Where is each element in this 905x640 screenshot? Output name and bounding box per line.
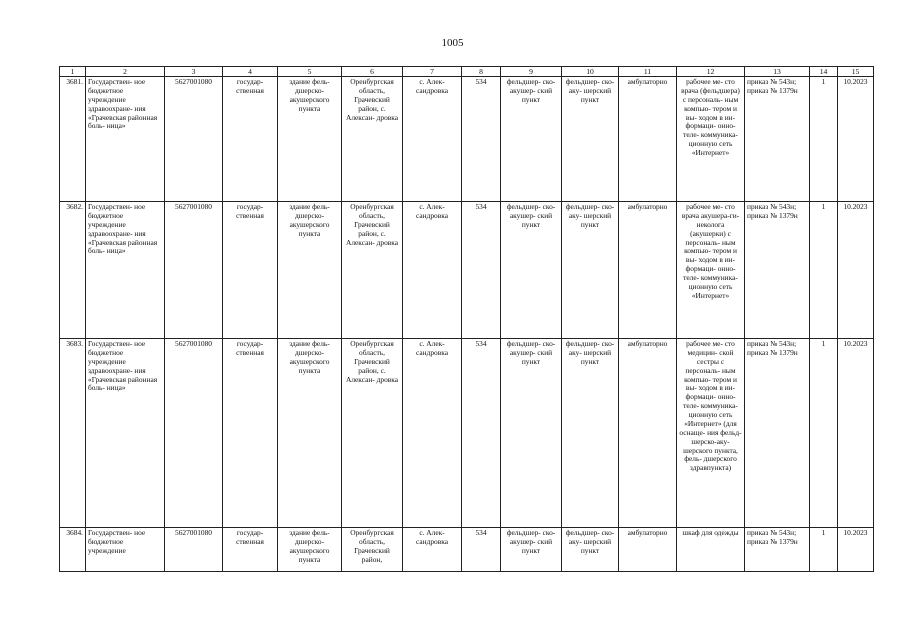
unit-cell: фельдшер- ско-акушер- ский пункт xyxy=(501,202,562,339)
settlement-cell: с. Алек- сандровка xyxy=(403,202,462,339)
org-cell: Государствен- ное бюджетное учреждение здравоохране- ния «Грачевская районная боль- ница» xyxy=(86,77,165,202)
col-header-13: 13 xyxy=(745,67,810,77)
row-number: 3682. xyxy=(60,202,86,339)
inn-cell: 5627001080 xyxy=(165,202,223,339)
date-cell: 10.2023 xyxy=(838,202,874,339)
inn-cell: 5627001080 xyxy=(165,339,223,528)
care-cell: амбулаторно xyxy=(619,202,677,339)
inn-cell: 5627001080 xyxy=(165,77,223,202)
building-cell: здание фель- дшерско- акушерского пункта xyxy=(278,528,342,572)
building-cell: здание фель- дшерско- акушерского пункта xyxy=(278,77,342,202)
qty-cell: 1 xyxy=(810,528,838,572)
building-cell: здание фель- дшерско- акушерского пункта xyxy=(278,202,342,339)
table-row xyxy=(60,202,874,339)
order-cell: приказ № 543н; приказ № 1379н xyxy=(745,202,810,339)
settlement-cell: с. Алек- сандровка xyxy=(403,339,462,528)
subunit-cell: фельдшер- ско-аку- шерский пункт xyxy=(562,528,619,572)
row-number: 3684. xyxy=(60,528,86,572)
ownership-cell: государ- ственная xyxy=(223,202,278,339)
table-row xyxy=(60,339,874,528)
table-row xyxy=(60,77,874,202)
care-cell: амбулаторно xyxy=(619,77,677,202)
col-header-11: 11 xyxy=(619,67,677,77)
region-cell: Оренбургская область, Грачевский район, с. Алексан- дровка xyxy=(342,77,403,202)
col-header-8: 8 xyxy=(462,67,501,77)
code-cell: 534 xyxy=(462,339,501,528)
table-row xyxy=(60,528,874,572)
col-header-12: 12 xyxy=(677,67,745,77)
col-header-6: 6 xyxy=(342,67,403,77)
col-header-14: 14 xyxy=(810,67,838,77)
order-cell: приказ № 543н; приказ № 1379н xyxy=(745,528,810,572)
col-header-3: 3 xyxy=(165,67,223,77)
col-header-10: 10 xyxy=(562,67,619,77)
care-cell: амбулаторно xyxy=(619,339,677,528)
building-cell: здание фель- дшерско- акушерского пункта xyxy=(278,339,342,528)
ownership-cell: государ- ственная xyxy=(223,528,278,572)
col-header-9: 9 xyxy=(501,67,562,77)
settlement-cell: с. Алек- сандровка xyxy=(403,77,462,202)
col-header-5: 5 xyxy=(278,67,342,77)
unit-cell: фельдшер- ско-акушер- ский пункт xyxy=(501,528,562,572)
region-cell: Оренбургская область, Грачевский район, xyxy=(342,528,403,572)
care-cell: амбулаторно xyxy=(619,528,677,572)
col-header-1: 1 xyxy=(60,67,86,77)
col-header-7: 7 xyxy=(403,67,462,77)
unit-cell: фельдшер- ско-акушер- ский пункт xyxy=(501,339,562,528)
date-cell: 10.2023 xyxy=(838,77,874,202)
col-header-2: 2 xyxy=(86,67,165,77)
settlement-cell: с. Алек- сандровка xyxy=(403,528,462,572)
equipment-cell: шкаф для одежды xyxy=(677,528,745,572)
equipment-cell: рабочее ме- сто врача акушера-ги- неколога (акушерки) с персональ- ным компью- тером и вы- ходом в ин- формаци- онно-теле- коммуника- ционную сеть «Интернет» xyxy=(677,202,745,339)
unit-cell: фельдшер- ско-акушер- ский пункт xyxy=(501,77,562,202)
subunit-cell: фельдшер- ско-аку- шерский пункт xyxy=(562,77,619,202)
col-header-15: 15 xyxy=(838,67,874,77)
header-row xyxy=(60,67,874,77)
org-cell: Государствен- ное бюджетное учреждение xyxy=(86,528,165,572)
code-cell: 534 xyxy=(462,202,501,339)
qty-cell: 1 xyxy=(810,202,838,339)
code-cell: 534 xyxy=(462,528,501,572)
row-number: 3683. xyxy=(60,339,86,528)
region-cell: Оренбургская область, Грачевский район, с. Алексан- дровка xyxy=(342,339,403,528)
row-number: 3681. xyxy=(60,77,86,202)
page-number: 1005 xyxy=(441,37,464,49)
org-cell: Государствен- ное бюджетное учреждение здравоохране- ния «Грачевская районная боль- ница» xyxy=(86,202,165,339)
ownership-cell: государ- ственная xyxy=(223,339,278,528)
region-cell: Оренбургская область, Грачевский район, с. Алексан- дровка xyxy=(342,202,403,339)
qty-cell: 1 xyxy=(810,77,838,202)
equipment-cell: рабочее ме- сто врача (фельдшера) с персональ- ным компью- тером и вы- ходом в ин- формаци- онно-теле- коммуника- ционную сеть «Интернет» xyxy=(677,77,745,202)
date-cell: 10.2023 xyxy=(838,528,874,572)
equipment-cell: рабочее ме- сто медицин- ской сестры с персональ- ным компью- тером и вы- ходом в ин- формаци- онно-теле- коммуника- ционную сеть «Интернет» (для оснаще- ния фельд- шерско-аку- шерского пункта, фель- дшерского здравпункта) xyxy=(677,339,745,528)
register-table xyxy=(59,66,874,572)
order-cell: приказ № 543н; приказ № 1379н xyxy=(745,77,810,202)
col-header-4: 4 xyxy=(223,67,278,77)
order-cell: приказ № 543н; приказ № 1379н xyxy=(745,339,810,528)
date-cell: 10.2023 xyxy=(838,339,874,528)
qty-cell: 1 xyxy=(810,339,838,528)
subunit-cell: фельдшер- ско-аку- шерский пункт xyxy=(562,339,619,528)
org-cell: Государствен- ное бюджетное учреждение здравоохране- ния «Грачевская районная боль- ница» xyxy=(86,339,165,528)
subunit-cell: фельдшер- ско-аку- шерский пункт xyxy=(562,202,619,339)
code-cell: 534 xyxy=(462,77,501,202)
inn-cell: 5627001080 xyxy=(165,528,223,572)
ownership-cell: государ- ственная xyxy=(223,77,278,202)
